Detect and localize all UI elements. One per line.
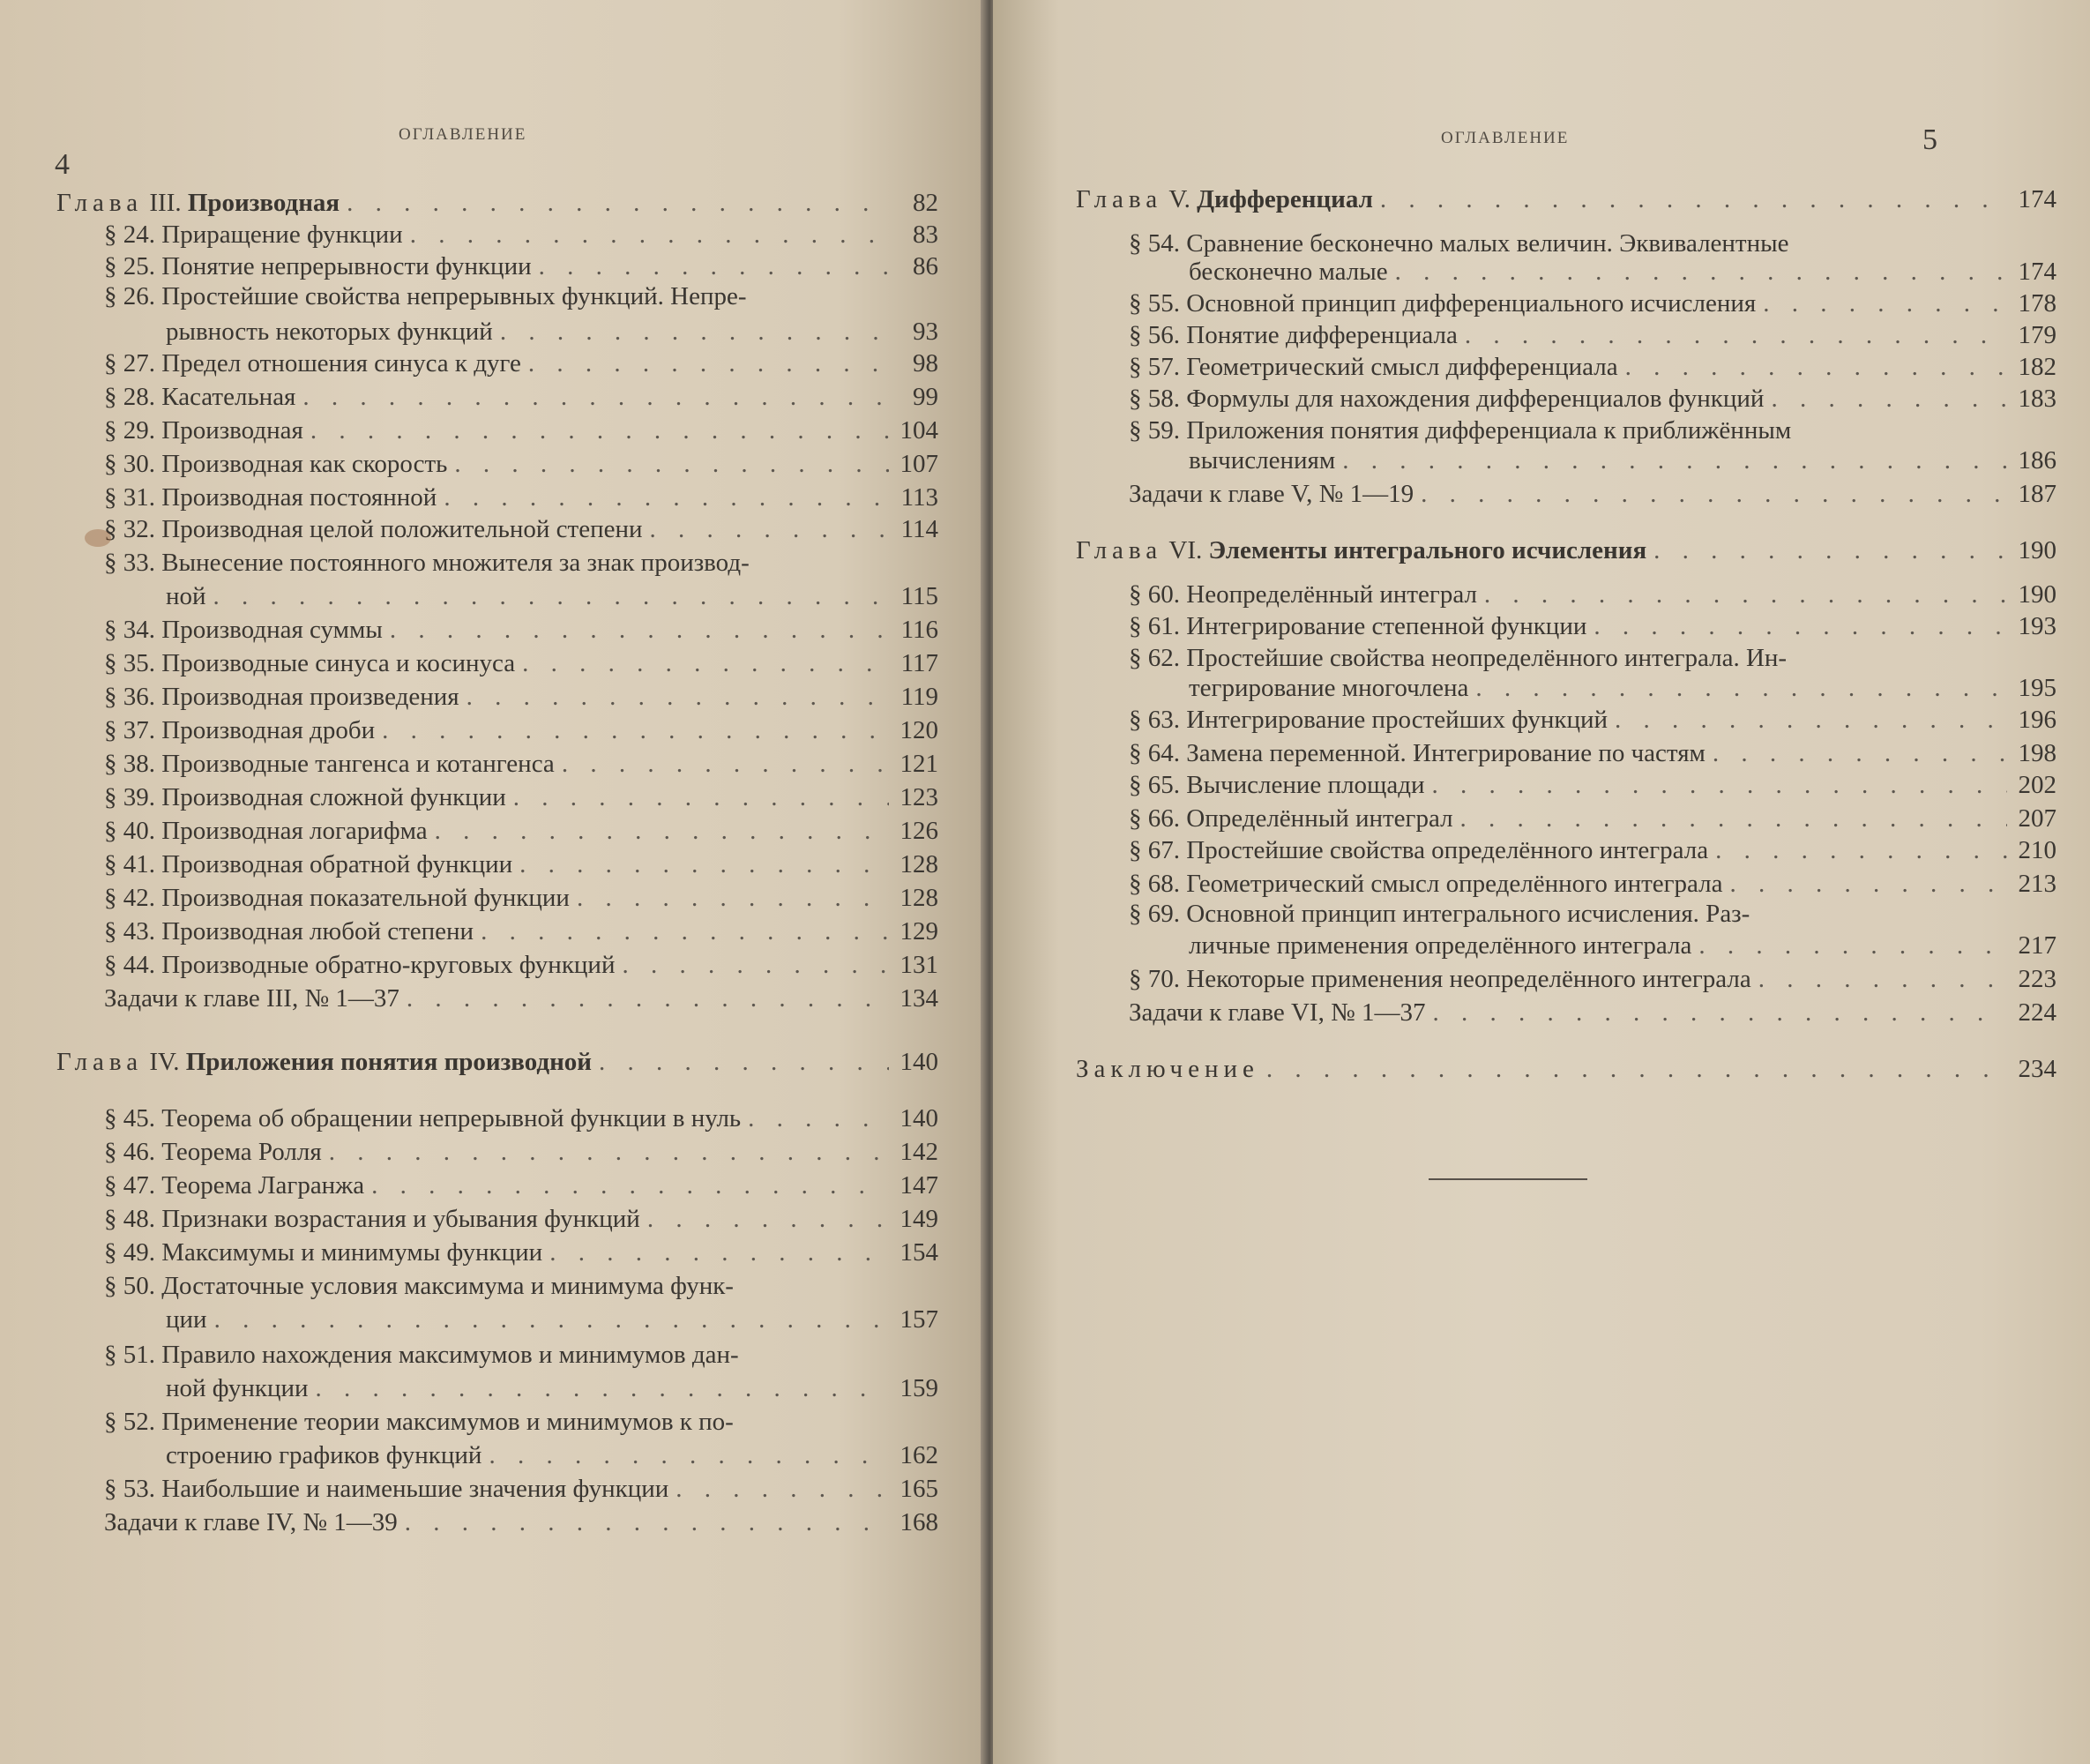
entry-page-number: 126 — [899, 817, 938, 845]
entry-title: § 33. Вынесение постоянного множителя за знак производ- — [104, 549, 750, 577]
toc-entry-continuation — [1076, 674, 2056, 702]
right-page — [993, 0, 2090, 1764]
entry-page-number: 190 — [2018, 580, 2056, 609]
toc-chapter-entry — [1076, 536, 2056, 564]
entry-title: § 50. Достаточные условия максимума и минимума функ- — [104, 1272, 734, 1300]
entry-page-number: 224 — [2018, 998, 2056, 1027]
conclusion-title: Заключение — [1076, 1055, 1259, 1083]
toc-entry-continuation — [56, 318, 938, 346]
entry-page-number: 179 — [2018, 321, 2056, 349]
toc-entry — [1076, 612, 2056, 640]
leader-dots — [1380, 185, 2007, 213]
toc-entry — [1076, 870, 2056, 898]
toc-entry — [1076, 965, 2056, 993]
entry-page-number: 196 — [2018, 706, 2056, 734]
entry-page-number: 140 — [899, 1048, 938, 1076]
toc-entry — [56, 616, 938, 644]
chapter-label: Глава — [1076, 185, 1163, 213]
leader-dots — [329, 1138, 889, 1166]
leader-dots — [599, 1048, 889, 1076]
leader-dots — [1715, 836, 2007, 864]
leader-dots — [444, 483, 889, 512]
leader-dots — [407, 984, 889, 1013]
chapter-number: III. — [143, 189, 188, 217]
entry-title: § 47. Теорема Лагранжа — [104, 1171, 365, 1200]
entry-page-number: 202 — [2018, 771, 2056, 799]
leader-dots — [371, 1171, 889, 1200]
toc-entry — [56, 1475, 938, 1503]
toc-entry-continuation — [1076, 258, 2056, 286]
chapter-label: Глава — [56, 1048, 144, 1076]
entry-title: рывность некоторых функций — [166, 318, 493, 346]
leader-dots — [1395, 258, 2007, 286]
toc-entry — [56, 783, 938, 811]
leader-dots — [1771, 385, 2007, 413]
entry-title: § 53. Наибольшие и наименьшие значения функции — [104, 1475, 669, 1503]
entry-title: § 28. Касательная — [104, 383, 296, 411]
entry-page-number: 187 — [2018, 480, 2056, 508]
entry-title: § 24. Приращение функции — [104, 220, 403, 249]
leader-dots — [410, 220, 889, 249]
leader-dots — [522, 649, 889, 677]
leader-dots — [1465, 321, 2007, 349]
toc-entry — [1076, 385, 2056, 413]
leader-dots — [213, 582, 889, 610]
entry-title: § 27. Предел отношения синуса к дуге — [104, 349, 521, 377]
toc-entry — [1076, 321, 2056, 349]
entry-page-number: 117 — [900, 649, 938, 677]
leader-dots — [489, 1441, 889, 1469]
toc-entry — [1076, 998, 2056, 1027]
toc-entry — [56, 1508, 938, 1536]
entry-page-number: 120 — [899, 716, 938, 744]
entry-title: § 48. Признаки возрастания и убывания функций — [104, 1205, 640, 1233]
entry-page-number: 178 — [2018, 289, 2056, 318]
leader-dots — [382, 716, 889, 744]
leader-dots — [1698, 931, 2007, 960]
toc-entry — [56, 750, 938, 778]
entry-title: Задачи к главе IV, № 1—39 — [104, 1508, 398, 1536]
toc-entry — [56, 850, 938, 878]
entry-title: вычислениям — [1189, 446, 1336, 475]
entry-page-number: 210 — [2018, 836, 2056, 864]
leader-dots — [1615, 706, 2007, 734]
leader-dots — [1763, 289, 2007, 318]
leader-dots — [1460, 804, 2007, 833]
toc-chapter-entry — [56, 1048, 938, 1076]
entry-title: ной функции — [166, 1374, 309, 1402]
leader-dots — [481, 917, 889, 946]
chapter-title: Приложения понятия производной — [185, 1048, 592, 1076]
toc-entry — [56, 917, 938, 946]
leader-dots — [500, 318, 889, 346]
chapter-number: V. — [1162, 185, 1198, 213]
toc-entry — [56, 549, 938, 577]
entry-title: § 65. Вычисление площади — [1129, 771, 1425, 799]
entry-title: Задачи к главе III, № 1—37 — [104, 984, 399, 1013]
leader-dots — [1433, 998, 2008, 1027]
entry-page-number: 98 — [913, 349, 938, 377]
entry-page-number: 129 — [899, 917, 938, 946]
toc-entry — [56, 884, 938, 912]
entry-title: § 32. Производная целой положительной степени — [104, 515, 643, 543]
entry-page-number: 182 — [2018, 353, 2056, 381]
toc-entry — [56, 416, 938, 445]
entry-title: § 49. Максимумы и минимумы функции — [104, 1238, 543, 1267]
leader-dots — [1730, 870, 2007, 898]
entry-page-number: 168 — [899, 1508, 938, 1536]
entry-page-number: 128 — [899, 884, 938, 912]
entry-page-number: 193 — [2018, 612, 2056, 640]
entry-title: § 46. Теорема Ролля — [104, 1138, 322, 1166]
entry-title: § 55. Основной принцип дифференциального исчисления — [1129, 289, 1757, 318]
entry-title: § 66. Определённый интеграл — [1129, 804, 1453, 833]
entry-title: § 39. Производная сложной функции — [104, 783, 506, 811]
toc-entry — [56, 1408, 938, 1436]
toc-entry-continuation — [1076, 931, 2056, 960]
toc-entry — [56, 282, 938, 310]
entry-title: § 38. Производные тангенса и котангенса — [104, 750, 555, 778]
leader-dots — [214, 1305, 889, 1334]
toc-entry — [56, 252, 938, 280]
entry-title: § 31. Производная постоянной — [104, 483, 437, 512]
chapter-title: Дифференциал — [1197, 185, 1373, 213]
entry-page-number: 99 — [913, 383, 938, 411]
chapter-label: Глава — [1076, 536, 1163, 564]
leader-dots — [316, 1374, 889, 1402]
entry-title: § 37. Производная дроби — [104, 716, 376, 744]
leader-dots — [676, 1475, 889, 1503]
entry-title: § 36. Производная произведения — [104, 683, 459, 711]
entry-title: § 63. Интегрирование простейших функций — [1129, 706, 1609, 734]
entry-page-number: 83 — [913, 220, 938, 249]
toc-entry — [1076, 289, 2056, 318]
leader-dots — [1625, 353, 2007, 381]
entry-title: личные применения определённого интеграла — [1189, 931, 1692, 960]
right-toc — [1076, 0, 2056, 1764]
entry-page-number: 128 — [899, 850, 938, 878]
toc-entry — [1076, 229, 2056, 258]
entry-title: Задачи к главе VI, № 1—37 — [1129, 998, 1426, 1027]
entry-title: строению графиков функций — [166, 1441, 482, 1469]
entry-title: бесконечно малые — [1189, 258, 1388, 286]
leader-dots — [1594, 612, 2007, 640]
toc-entry — [56, 515, 938, 543]
right-running-head: ОГЛАВЛЕНИЕ — [1441, 129, 1570, 147]
leader-dots — [513, 783, 889, 811]
chapter-title: Элементы интегрального исчисления — [1208, 536, 1647, 564]
chapter-label: Глава — [56, 189, 144, 217]
chapter-title: Производная — [187, 189, 340, 217]
toc-entry — [56, 1205, 938, 1233]
entry-title: ции — [166, 1305, 207, 1334]
leader-dots — [1484, 580, 2007, 609]
entry-page-number: 116 — [900, 616, 938, 644]
entry-page-number: 114 — [900, 515, 938, 543]
entry-page-number: 159 — [899, 1374, 938, 1402]
right-page-number: 5 — [1922, 123, 1937, 156]
toc-entry — [1076, 739, 2056, 767]
entry-page-number: 119 — [900, 683, 938, 711]
end-divider — [1429, 1178, 1587, 1180]
leader-dots — [1713, 739, 2007, 767]
leader-dots — [1266, 1055, 2007, 1083]
entry-title: ной — [166, 582, 206, 610]
chapter-heading — [1076, 536, 1646, 564]
toc-entry-continuation — [56, 582, 938, 610]
left-page — [0, 0, 986, 1764]
entry-title: § 52. Применение теории максимумов и минимумов к по- — [104, 1408, 734, 1436]
toc-entry — [56, 1238, 938, 1267]
toc-entry — [56, 817, 938, 845]
leader-dots — [310, 416, 889, 445]
entry-page-number: 198 — [2018, 739, 2056, 767]
ink-stain — [85, 529, 111, 547]
entry-title: § 62. Простейшие свойства неопределённого интеграла. Ин- — [1129, 644, 1788, 672]
toc-chapter-entry — [1076, 185, 2056, 213]
leader-dots — [539, 252, 889, 280]
toc-entry — [56, 1138, 938, 1166]
entry-page-number: 149 — [899, 1205, 938, 1233]
entry-page-number: 217 — [2018, 931, 2056, 960]
leader-dots — [549, 1238, 889, 1267]
toc-entry — [1076, 416, 2056, 445]
entry-page-number: 131 — [899, 951, 938, 979]
toc-entry — [1076, 353, 2056, 381]
entry-title: § 59. Приложения понятия дифференциала к приближённым — [1129, 416, 1792, 445]
entry-title: § 58. Формулы для нахождения дифференциалов функций — [1129, 385, 1765, 413]
entry-page-number: 113 — [900, 483, 938, 512]
entry-title: § 56. Понятие дифференциала — [1129, 321, 1458, 349]
toc-entry — [56, 1341, 938, 1369]
entry-title: § 57. Геометрический смысл дифференциала — [1129, 353, 1618, 381]
toc-entry — [56, 984, 938, 1013]
toc-entry — [56, 450, 938, 478]
entry-page-number: 223 — [2018, 965, 2056, 993]
leader-dots — [1653, 536, 2007, 564]
leader-dots — [405, 1508, 889, 1536]
entry-page-number: 190 — [2018, 536, 2056, 564]
entry-title: § 35. Производные синуса и косинуса — [104, 649, 516, 677]
toc-entry — [56, 1104, 938, 1132]
entry-title: § 25. Понятие непрерывности функции — [104, 252, 532, 280]
chapter-number: VI. — [1162, 536, 1209, 564]
entry-page-number: 186 — [2018, 446, 2056, 475]
entry-title: § 26. Простейшие свойства непрерывных функций. Непре- — [104, 282, 747, 310]
leader-dots — [1342, 446, 2007, 475]
toc-entry — [1076, 900, 2056, 928]
left-page-number: 4 — [55, 148, 70, 181]
entry-title: § 69. Основной принцип интегрального исчисления. Раз- — [1129, 900, 1750, 928]
leader-dots — [302, 383, 889, 411]
leader-dots — [1432, 771, 2007, 799]
entry-title: Задачи к главе V, № 1—19 — [1129, 480, 1414, 508]
entry-page-number: 107 — [899, 450, 938, 478]
entry-title: § 68. Геометрический смысл определённого интеграла — [1129, 870, 1723, 898]
entry-title: § 34. Производная суммы — [104, 616, 383, 644]
entry-title: § 45. Теорема об обращении непрерывной функции в нуль — [104, 1104, 742, 1132]
leader-dots — [748, 1104, 889, 1132]
left-toc — [56, 0, 938, 1764]
toc-entry — [56, 951, 938, 979]
toc-entry — [56, 683, 938, 711]
entry-page-number: 121 — [899, 750, 938, 778]
entry-page-number: 234 — [2018, 1055, 2056, 1083]
left-running-head: ОГЛАВЛЕНИЕ — [399, 125, 527, 144]
leader-dots — [454, 450, 889, 478]
leader-dots — [1421, 480, 2007, 508]
toc-entry — [1076, 706, 2056, 734]
entry-page-number: 183 — [2018, 385, 2056, 413]
entry-title: § 67. Простейшие свойства определённого интеграла — [1129, 836, 1709, 864]
entry-page-number: 195 — [2018, 674, 2056, 702]
entry-page-number: 104 — [899, 416, 938, 445]
toc-chapter-entry — [56, 189, 938, 217]
toc-entry — [56, 716, 938, 744]
leader-dots — [647, 1205, 889, 1233]
leader-dots — [467, 683, 889, 711]
entry-title: § 64. Замена переменной. Интегрирование по частям — [1129, 739, 1706, 767]
toc-entry — [56, 1272, 938, 1300]
toc-entry — [1076, 580, 2056, 609]
entry-page-number: 157 — [899, 1305, 938, 1334]
entry-page-number: 93 — [913, 318, 938, 346]
entry-title: § 61. Интегрирование степенной функции — [1129, 612, 1587, 640]
entry-title: § 40. Производная логарифма — [104, 817, 428, 845]
toc-entry — [56, 220, 938, 249]
toc-entry — [56, 383, 938, 411]
leader-dots — [390, 616, 889, 644]
entry-page-number: 162 — [899, 1441, 938, 1469]
entry-page-number: 147 — [899, 1171, 938, 1200]
toc-entry — [56, 483, 938, 512]
toc-entry — [1076, 771, 2056, 799]
entry-page-number: 82 — [913, 189, 938, 217]
entry-page-number: 165 — [899, 1475, 938, 1503]
entry-page-number: 123 — [899, 783, 938, 811]
toc-entry — [56, 649, 938, 677]
leader-dots — [1475, 674, 2007, 702]
toc-entry — [56, 1171, 938, 1200]
toc-entry — [1076, 644, 2056, 672]
entry-page-number: 174 — [2018, 258, 2056, 286]
leader-dots — [577, 884, 889, 912]
entry-page-number: 207 — [2018, 804, 2056, 833]
entry-page-number: 174 — [2018, 185, 2056, 213]
toc-entry — [56, 349, 938, 377]
leader-dots — [347, 189, 889, 217]
entry-title: § 42. Производная показательной функции — [104, 884, 570, 912]
entry-title: § 70. Некоторые применения неопределённого интеграла — [1129, 965, 1751, 993]
entry-page-number: 154 — [899, 1238, 938, 1267]
toc-entry-continuation — [56, 1305, 938, 1334]
entry-title: тегрирование многочлена — [1189, 674, 1469, 702]
entry-page-number: 115 — [900, 582, 938, 610]
leader-dots — [1758, 965, 2007, 993]
leader-dots — [622, 951, 889, 979]
leader-dots — [528, 349, 889, 377]
toc-entry-continuation — [1076, 446, 2056, 475]
toc-entry — [1076, 1055, 2056, 1083]
entry-title: § 51. Правило нахождения максимумов и минимумов дан- — [104, 1341, 739, 1369]
entry-title: § 41. Производная обратной функции — [104, 850, 513, 878]
leader-dots — [650, 515, 889, 543]
entry-page-number: 86 — [913, 252, 938, 280]
entry-page-number: 213 — [2018, 870, 2056, 898]
entry-page-number: 134 — [899, 984, 938, 1013]
toc-entry — [1076, 804, 2056, 833]
toc-entry — [1076, 836, 2056, 864]
entry-title: § 29. Производная — [104, 416, 303, 445]
entry-title: § 43. Производная любой степени — [104, 917, 474, 946]
chapter-heading — [1076, 185, 1373, 213]
toc-entry-continuation — [56, 1441, 938, 1469]
leader-dots — [435, 817, 889, 845]
entry-title: § 44. Производные обратно-круговых функций — [104, 951, 616, 979]
entry-page-number: 140 — [899, 1104, 938, 1132]
entry-page-number: 142 — [899, 1138, 938, 1166]
toc-entry-continuation — [56, 1374, 938, 1402]
entry-title: § 30. Производная как скорость — [104, 450, 448, 478]
leader-dots — [562, 750, 889, 778]
toc-entry — [1076, 480, 2056, 508]
chapter-heading — [56, 189, 340, 217]
entry-title: § 54. Сравнение бесконечно малых величин. Эквивалентные — [1129, 229, 1789, 258]
entry-title: § 60. Неопределённый интеграл — [1129, 580, 1477, 609]
chapter-number: IV. — [143, 1048, 186, 1076]
chapter-heading — [56, 1048, 592, 1076]
leader-dots — [519, 850, 889, 878]
